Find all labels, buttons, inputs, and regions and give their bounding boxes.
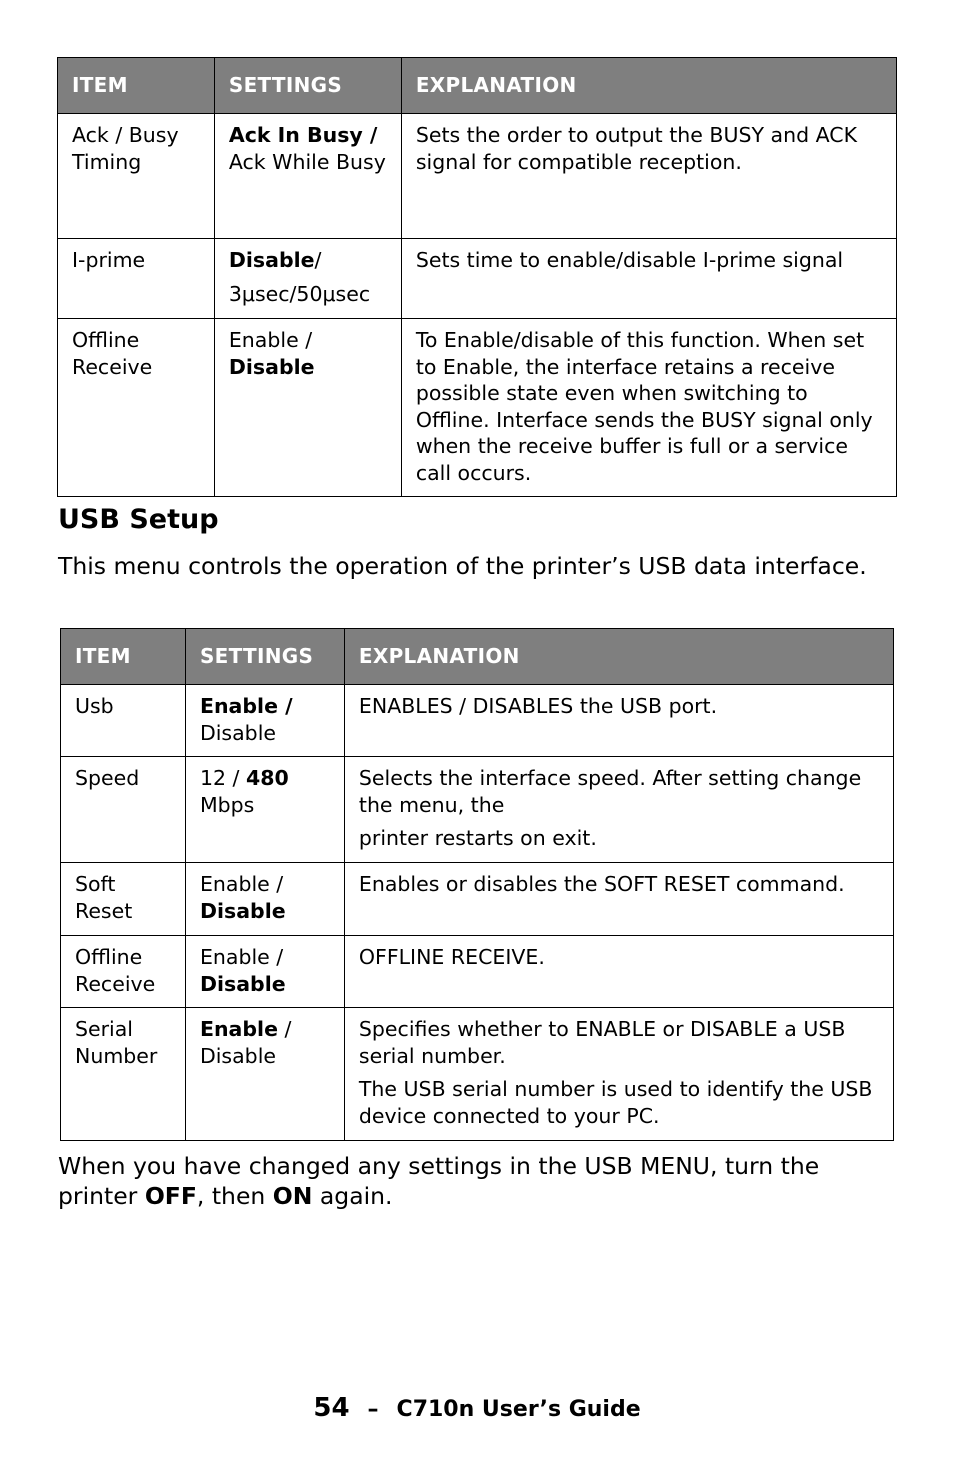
table-header-row xyxy=(61,629,894,685)
explanation-text: Enables or disables the SOFT RESET command. xyxy=(358,872,845,896)
explanation-cell xyxy=(344,1008,893,1141)
closing-note-paragraph xyxy=(58,1151,898,1211)
alternate-setting: 12 / xyxy=(199,766,240,790)
table-row xyxy=(61,863,894,936)
column-header-settings: SETTINGS xyxy=(214,58,401,114)
item-cell xyxy=(58,239,215,319)
explanation-cell xyxy=(401,239,896,319)
item-cell xyxy=(58,319,215,497)
default-setting: Enable / xyxy=(199,694,293,718)
item-cell xyxy=(61,863,186,936)
settings-cell xyxy=(214,239,401,319)
explanation-text: Sets the order to output the BUSY and ACK signal for compatible reception. xyxy=(415,123,858,174)
item-cell xyxy=(61,757,186,863)
alternate-setting: / Disable xyxy=(199,1017,292,1068)
closing-text: When you have changed any settings in the USB MENU, turn the printer xyxy=(58,1152,820,1210)
explanation-text: Selects the interface speed. After setting change the menu, the xyxy=(358,766,862,817)
explanation-text: OFFLINE RECEIVE. xyxy=(358,945,545,969)
explanation-cell xyxy=(344,936,893,1008)
section-heading-usb-setup: USB Setup xyxy=(58,504,219,535)
alternate-setting: Enable / xyxy=(228,328,313,352)
column-header-explanation: EXPLANATION xyxy=(401,58,896,114)
item-cell xyxy=(61,936,186,1008)
explanation-text: ENABLES / DISABLES the USB port. xyxy=(358,694,718,718)
usb-settings-table xyxy=(60,628,894,1141)
settings-unit: Mbps xyxy=(199,792,255,817)
table-row xyxy=(58,319,897,497)
table-row xyxy=(61,757,894,863)
default-setting: Ack In Busy / xyxy=(228,123,378,147)
page-footer xyxy=(0,1392,954,1426)
item-text: Offline Receive xyxy=(72,328,153,379)
page-number: 54 xyxy=(313,1393,350,1423)
item-text: Serial Number xyxy=(75,1017,158,1068)
column-header-explanation: EXPLANATION xyxy=(344,629,893,685)
item-text: Speed xyxy=(75,766,140,790)
explanation-cell xyxy=(344,757,893,863)
table-row xyxy=(61,685,894,757)
table-header-row xyxy=(58,58,897,114)
closing-text: again. xyxy=(312,1182,393,1210)
item-text: Offline Receive xyxy=(75,945,156,996)
settings-cell xyxy=(214,319,401,497)
column-header-item: ITEM xyxy=(61,629,186,685)
alternate-setting: Disable xyxy=(199,720,276,745)
item-cell xyxy=(61,1008,186,1141)
explanation-text: To Enable/disable of this function. When set to Enable, the interface retains a receive possible state even when switching to Offline. Interface sends the BUSY signal only when the receive buffer is full or a service call occurs. xyxy=(415,328,873,485)
explanation-cell xyxy=(344,863,893,936)
settings-cell xyxy=(214,114,401,239)
explanation-cell xyxy=(401,114,896,239)
usb-intro-paragraph: This menu controls the operation of the printer’s USB data interface. xyxy=(58,552,867,580)
table-row xyxy=(61,936,894,1008)
item-cell xyxy=(58,114,215,239)
alternate-setting: Enable / xyxy=(199,872,284,896)
settings-cell xyxy=(185,757,344,863)
default-setting: Enable xyxy=(199,1017,278,1041)
alternate-setting: Ack While Busy xyxy=(228,149,386,174)
item-text: I-prime xyxy=(72,248,146,272)
settings-cell xyxy=(185,685,344,757)
explanation-text: The USB serial number is used to identify the USB device connected to your PC. xyxy=(358,1077,873,1128)
alternate-setting: Enable / xyxy=(199,945,284,969)
item-cell xyxy=(61,685,186,757)
closing-text: , then xyxy=(196,1182,273,1210)
column-header-settings: SETTINGS xyxy=(185,629,344,685)
item-text: Soft Reset xyxy=(75,872,133,923)
setting-separator: / xyxy=(314,248,322,272)
item-text: Ack / Busy Timing xyxy=(72,123,179,174)
default-setting: Disable xyxy=(228,354,315,379)
table-row xyxy=(58,239,897,319)
table-row xyxy=(58,114,897,239)
column-header-item: ITEM xyxy=(58,58,215,114)
settings-cell xyxy=(185,863,344,936)
footer-separator: – xyxy=(367,1397,379,1422)
default-setting: Disable xyxy=(228,248,315,272)
closing-emphasis-off: OFF xyxy=(144,1182,197,1210)
default-setting: 480 xyxy=(246,766,289,790)
settings-values: 3μsec/50μsec xyxy=(228,281,371,306)
closing-emphasis-on: ON xyxy=(272,1182,313,1210)
explanation-text: Specifies whether to ENABLE or DISABLE a USB serial number. xyxy=(358,1017,846,1068)
explanation-text: Sets time to enable/disable I-prime signal xyxy=(415,248,844,272)
default-setting: Disable xyxy=(199,971,286,996)
guide-title: C710n User’s Guide xyxy=(396,1397,641,1422)
explanation-cell xyxy=(401,319,896,497)
table-row xyxy=(61,1008,894,1141)
settings-cell xyxy=(185,936,344,1008)
parallel-settings-table xyxy=(57,57,897,497)
settings-cell xyxy=(185,1008,344,1141)
default-setting: Disable xyxy=(199,898,286,923)
item-text: Usb xyxy=(75,694,114,718)
explanation-cell xyxy=(344,685,893,757)
explanation-text: printer restarts on exit. xyxy=(358,826,597,850)
settings-line xyxy=(229,247,387,274)
